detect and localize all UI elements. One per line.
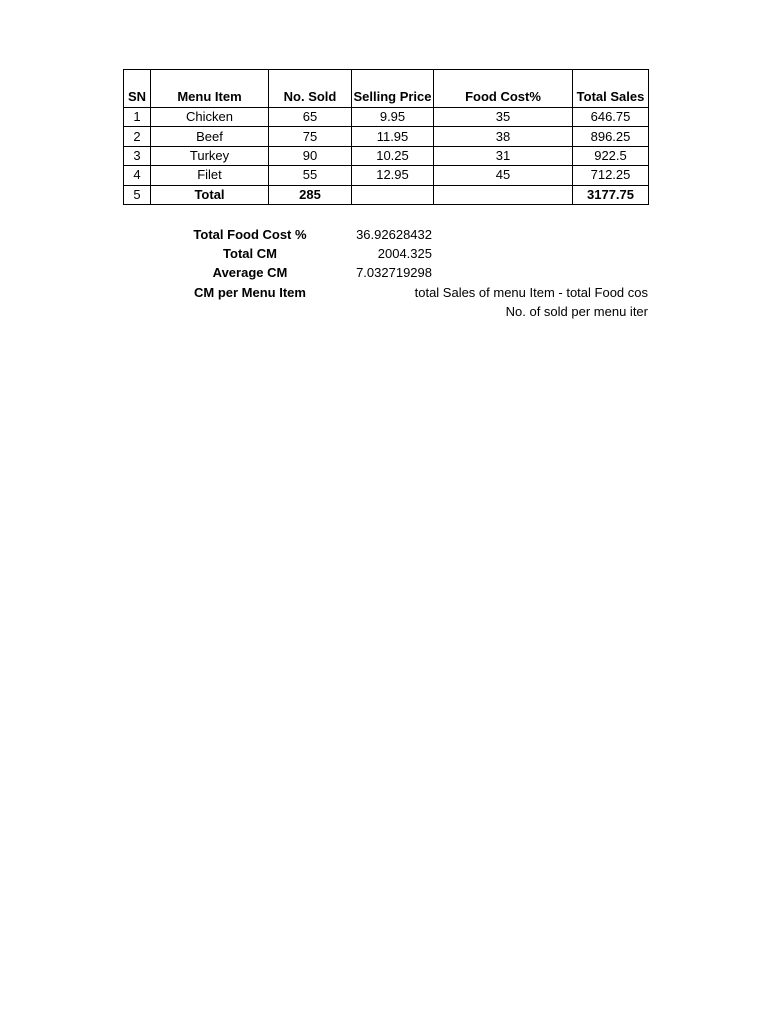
cm-per-item-label[interactable]: CM per Menu Item xyxy=(194,285,306,300)
cell-sn[interactable]: 3 xyxy=(124,146,151,165)
cell-total-sales[interactable]: 896.25 xyxy=(573,127,649,146)
cell-selling-price[interactable]: 10.25 xyxy=(352,146,434,165)
cell-no-sold[interactable]: 55 xyxy=(269,166,352,185)
cell-total-sales-sum[interactable]: 3177.75 xyxy=(573,185,649,204)
cell-food-cost[interactable]: 45 xyxy=(434,166,573,185)
cell-menu-item[interactable]: Filet xyxy=(151,166,269,185)
header-selling-price[interactable]: Selling Price xyxy=(352,70,434,108)
cell-no-sold[interactable]: 75 xyxy=(269,127,352,146)
formula-denominator-text: No. of sold per menu iter xyxy=(505,304,648,319)
cell-sn[interactable]: 2 xyxy=(124,127,151,146)
cell-food-cost[interactable]: 35 xyxy=(434,108,573,127)
cell-sn[interactable]: 5 xyxy=(124,185,151,204)
average-cm-label[interactable]: Average CM xyxy=(212,265,288,280)
cell-selling-price[interactable]: 11.95 xyxy=(352,127,434,146)
header-food-cost[interactable]: Food Cost% xyxy=(434,70,573,108)
cell-menu-item[interactable]: Beef xyxy=(151,127,269,146)
average-cm-value[interactable]: 7.032719298 xyxy=(356,265,432,280)
cell-sn[interactable]: 1 xyxy=(124,108,151,127)
summary-section xyxy=(0,0,768,330)
cell-total-sales[interactable]: 922.5 xyxy=(573,146,649,165)
cell-selling-price[interactable]: 12.95 xyxy=(352,166,434,185)
header-no-sold[interactable]: No. Sold xyxy=(269,70,352,108)
cell-food-cost[interactable]: 38 xyxy=(434,127,573,146)
header-menu-item[interactable]: Menu Item xyxy=(151,70,269,108)
cell-sn[interactable]: 4 xyxy=(124,166,151,185)
cell-no-sold[interactable]: 65 xyxy=(269,108,352,127)
cell-menu-item[interactable]: Turkey xyxy=(151,146,269,165)
formula-denominator[interactable] xyxy=(380,302,648,321)
cell-total-sales[interactable]: 712.25 xyxy=(573,166,649,185)
formula-numerator[interactable] xyxy=(380,283,648,302)
total-food-cost-value[interactable]: 36.92628432 xyxy=(356,227,432,242)
formula-numerator-text: total Sales of menu Item - total Food cos xyxy=(414,285,648,300)
cell-total-sold[interactable]: 285 xyxy=(269,185,352,204)
cell-selling-price[interactable]: 9.95 xyxy=(352,108,434,127)
total-cm-value[interactable]: 2004.325 xyxy=(377,246,432,261)
cell-total-label[interactable]: Total xyxy=(151,185,269,204)
total-cm-label[interactable]: Total CM xyxy=(223,246,277,261)
header-total-sales[interactable]: Total Sales xyxy=(573,70,649,108)
cell-total-sales[interactable]: 646.75 xyxy=(573,108,649,127)
total-food-cost-label[interactable]: Total Food Cost % xyxy=(193,227,307,242)
header-sn[interactable]: SN xyxy=(124,70,151,108)
cell-no-sold[interactable]: 90 xyxy=(269,146,352,165)
cell-food-cost[interactable]: 31 xyxy=(434,146,573,165)
cell-menu-item[interactable]: Chicken xyxy=(151,108,269,127)
